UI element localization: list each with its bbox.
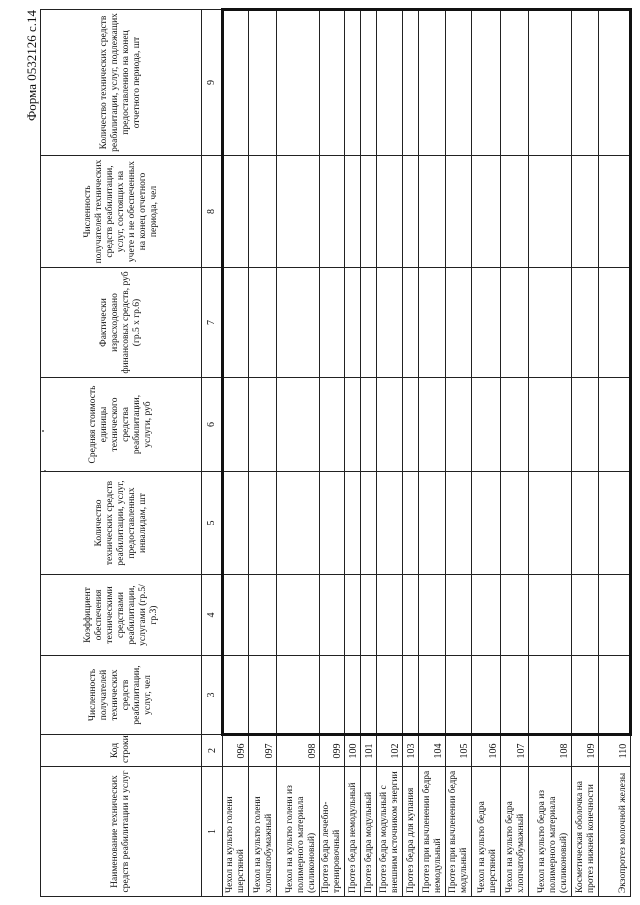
- row-code: 109: [571, 735, 599, 767]
- data-cell[interactable]: [419, 472, 445, 575]
- row-name: Чехол на культю бедра хлопчатобумажный: [500, 767, 529, 897]
- column-number: 7: [202, 268, 223, 378]
- data-cell[interactable]: [472, 378, 501, 472]
- table-row: [360, 10, 376, 897]
- data-cell[interactable]: [360, 268, 376, 378]
- header-code: Код строки: [41, 735, 202, 767]
- data-cell[interactable]: [419, 156, 445, 268]
- data-cell[interactable]: [344, 156, 360, 268]
- data-cell[interactable]: [277, 378, 319, 472]
- row-code: 100: [344, 735, 360, 767]
- data-cell[interactable]: [376, 10, 402, 156]
- data-cell[interactable]: [344, 575, 360, 656]
- data-cell[interactable]: [472, 575, 501, 656]
- table-row: [344, 10, 360, 897]
- data-cell[interactable]: [319, 378, 344, 472]
- data-cell[interactable]: [571, 10, 599, 156]
- data-cell[interactable]: [376, 268, 402, 378]
- data-cell[interactable]: [419, 575, 445, 656]
- data-cell[interactable]: [319, 10, 344, 156]
- data-cell[interactable]: [571, 656, 599, 735]
- header-coefficient: Коэффициент обеспечения техническими средствами реабилитации, услугами (гр.5/гр.3): [41, 575, 202, 656]
- row-code: 104: [419, 735, 445, 767]
- table-row: [277, 10, 319, 897]
- data-cell[interactable]: [472, 10, 501, 156]
- data-cell[interactable]: [445, 378, 471, 472]
- table-row: [445, 10, 471, 897]
- data-cell[interactable]: [500, 656, 529, 735]
- data-cell[interactable]: [344, 378, 360, 472]
- table-row: [223, 10, 248, 897]
- column-number: 1: [202, 767, 223, 897]
- row-code: 099: [319, 735, 344, 767]
- data-cell[interactable]: [360, 156, 376, 268]
- data-cell[interactable]: [529, 10, 571, 156]
- row-name: Протез при вычленении бедра немодульный: [419, 767, 445, 897]
- row-code: 108: [529, 735, 571, 767]
- row-name: Косметическая оболочка на протез нижней конечности: [571, 767, 599, 897]
- data-cell[interactable]: [571, 472, 599, 575]
- row-name: Чехол на культю бедра из полимерного материала (силиконовый): [529, 767, 571, 897]
- column-number: 8: [202, 156, 223, 268]
- header-pending-quantity: Количество технических средств реабилитации, услуг, подлежащих предоставлению на конец отчетного периода, шт: [41, 10, 202, 156]
- row-name: Протез бедра модульный: [360, 767, 376, 897]
- data-cell[interactable]: [403, 156, 419, 268]
- data-cell[interactable]: [376, 378, 402, 472]
- table-row: [248, 10, 277, 897]
- data-cell[interactable]: [403, 268, 419, 378]
- data-cell[interactable]: [500, 378, 529, 472]
- data-cell[interactable]: [445, 10, 471, 156]
- data-cell[interactable]: [472, 268, 501, 378]
- data-cell[interactable]: [223, 472, 248, 575]
- row-code: 110: [599, 735, 631, 767]
- data-cell[interactable]: [472, 156, 501, 268]
- data-cell[interactable]: [277, 10, 319, 156]
- data-cell[interactable]: [599, 268, 631, 378]
- data-cell[interactable]: [445, 156, 471, 268]
- column-number: 5: [202, 472, 223, 575]
- data-cell[interactable]: [277, 472, 319, 575]
- data-cell[interactable]: [360, 575, 376, 656]
- table-row: [599, 10, 631, 897]
- column-number: 4: [202, 575, 223, 656]
- data-cell[interactable]: [403, 10, 419, 156]
- data-cell[interactable]: [571, 156, 599, 268]
- data-cell[interactable]: [319, 268, 344, 378]
- table-row: [319, 10, 344, 897]
- data-cell[interactable]: [500, 10, 529, 156]
- data-cell[interactable]: [376, 656, 402, 735]
- data-cell[interactable]: [403, 656, 419, 735]
- row-code: 098: [277, 735, 319, 767]
- data-cell[interactable]: [500, 156, 529, 268]
- table-row: [376, 10, 402, 897]
- table-row: [571, 10, 599, 897]
- data-cell[interactable]: [529, 156, 571, 268]
- row-code: 107: [500, 735, 529, 767]
- data-cell[interactable]: [419, 656, 445, 735]
- column-number: 2: [202, 735, 223, 767]
- table-row: [500, 10, 529, 897]
- data-cell[interactable]: [419, 10, 445, 156]
- data-cell[interactable]: [344, 10, 360, 156]
- row-name: Протез бедра модульный с внешним источником энергии: [376, 767, 402, 897]
- data-cell[interactable]: [500, 268, 529, 378]
- table-row: [472, 10, 501, 897]
- data-cell[interactable]: [472, 472, 501, 575]
- data-cell[interactable]: [223, 656, 248, 735]
- column-number: 3: [202, 656, 223, 735]
- data-cell[interactable]: [599, 10, 631, 156]
- data-cell[interactable]: [277, 156, 319, 268]
- table-row: [529, 10, 571, 897]
- header-quantity: Количество технических средств реабилитации, услуг, предоставленных инвалидам, шт: [41, 472, 202, 575]
- data-cell[interactable]: [376, 575, 402, 656]
- row-name: Экзопротез молочной железы: [599, 767, 631, 897]
- data-cell[interactable]: [223, 575, 248, 656]
- data-cell[interactable]: [277, 268, 319, 378]
- data-cell[interactable]: [445, 575, 471, 656]
- data-cell[interactable]: [223, 10, 248, 156]
- data-cell[interactable]: [500, 472, 529, 575]
- data-cell[interactable]: [571, 268, 599, 378]
- data-cell[interactable]: [360, 378, 376, 472]
- data-cell[interactable]: [319, 472, 344, 575]
- data-cell[interactable]: [277, 575, 319, 656]
- data-cell[interactable]: [445, 656, 471, 735]
- data-cell[interactable]: [248, 268, 277, 378]
- data-cell[interactable]: [571, 575, 599, 656]
- data-cell[interactable]: [248, 156, 277, 268]
- data-cell[interactable]: [599, 575, 631, 656]
- row-code: 101: [360, 735, 376, 767]
- row-name: Чехол на культю голени шерстяной: [223, 767, 248, 897]
- row-name: Чехол на культю голени из полимерного материала (силиконовый): [277, 767, 319, 897]
- data-cell[interactable]: [376, 156, 402, 268]
- data-cell[interactable]: [419, 268, 445, 378]
- row-code: 103: [403, 735, 419, 767]
- report-table: [40, 8, 632, 897]
- data-cell[interactable]: [599, 378, 631, 472]
- header-average-cost: Средняя стоимость единицы технического средства реабилитации, услуги, руб: [41, 378, 202, 472]
- data-cell[interactable]: [599, 472, 631, 575]
- header-name: Наименование технических средств реабилитации и услуг: [41, 767, 202, 897]
- data-cell[interactable]: [319, 575, 344, 656]
- data-cell[interactable]: [376, 472, 402, 575]
- data-cell[interactable]: [344, 472, 360, 575]
- data-cell[interactable]: [344, 268, 360, 378]
- data-cell[interactable]: [319, 156, 344, 268]
- data-cell[interactable]: [500, 575, 529, 656]
- data-cell[interactable]: [319, 656, 344, 735]
- header-row: [41, 10, 202, 897]
- data-cell[interactable]: [529, 575, 571, 656]
- data-cell[interactable]: [419, 378, 445, 472]
- table-row: [403, 10, 419, 897]
- data-cell[interactable]: [360, 472, 376, 575]
- row-name: Протез бедра для купания: [403, 767, 419, 897]
- header-recipients: Численность получателей технических средств реабилитации, услуг, чел: [41, 656, 202, 735]
- data-cell[interactable]: [360, 10, 376, 156]
- row-code: 096: [223, 735, 248, 767]
- data-cell[interactable]: [248, 472, 277, 575]
- form-title: Форма 0532126 с.14: [24, 10, 39, 122]
- data-cell[interactable]: [344, 656, 360, 735]
- data-cell[interactable]: [248, 378, 277, 472]
- data-cell[interactable]: [403, 472, 419, 575]
- data-cell[interactable]: [599, 656, 631, 735]
- data-cell[interactable]: [599, 156, 631, 268]
- data-cell[interactable]: [571, 378, 599, 472]
- data-cell[interactable]: [223, 378, 248, 472]
- row-name: Чехол на культю бедра шерстяной: [472, 767, 501, 897]
- data-cell[interactable]: [223, 268, 248, 378]
- data-cell[interactable]: [277, 656, 319, 735]
- header-spent: Фактически израсходовано финансовых средств, руб (гр.5 х гр.6): [41, 268, 202, 378]
- data-cell[interactable]: [472, 656, 501, 735]
- data-cell[interactable]: [445, 268, 471, 378]
- column-number: 6: [202, 378, 223, 472]
- data-cell[interactable]: [529, 472, 571, 575]
- data-cell[interactable]: [445, 472, 471, 575]
- data-cell[interactable]: [529, 656, 571, 735]
- data-cell[interactable]: [403, 378, 419, 472]
- column-numbers-row: [202, 10, 223, 897]
- data-cell[interactable]: [248, 656, 277, 735]
- row-name: Протез бедра лечебно-тренировочный: [319, 767, 344, 897]
- column-number: 9: [202, 10, 223, 156]
- row-code: 097: [248, 735, 277, 767]
- data-cell[interactable]: [248, 10, 277, 156]
- header-unprovided-recipients: Численность получателей технических средств реабилитации, услуг, состоящих на учете и не обеспеченных на конец отчетного периода, чел: [41, 156, 202, 268]
- data-cell[interactable]: [248, 575, 277, 656]
- data-cell[interactable]: [223, 156, 248, 268]
- row-name: Протез при вычленении бедра модульный: [445, 767, 471, 897]
- data-cell[interactable]: [529, 378, 571, 472]
- row-code: 106: [472, 735, 501, 767]
- data-cell[interactable]: [360, 656, 376, 735]
- row-code: 105: [445, 735, 471, 767]
- row-name: Протез бедра немодульный: [344, 767, 360, 897]
- table-row: [419, 10, 445, 897]
- data-cell[interactable]: [529, 268, 571, 378]
- data-cell[interactable]: [403, 575, 419, 656]
- row-name: Чехол на культю голени хлопчатобумажный: [248, 767, 277, 897]
- row-code: 102: [376, 735, 402, 767]
